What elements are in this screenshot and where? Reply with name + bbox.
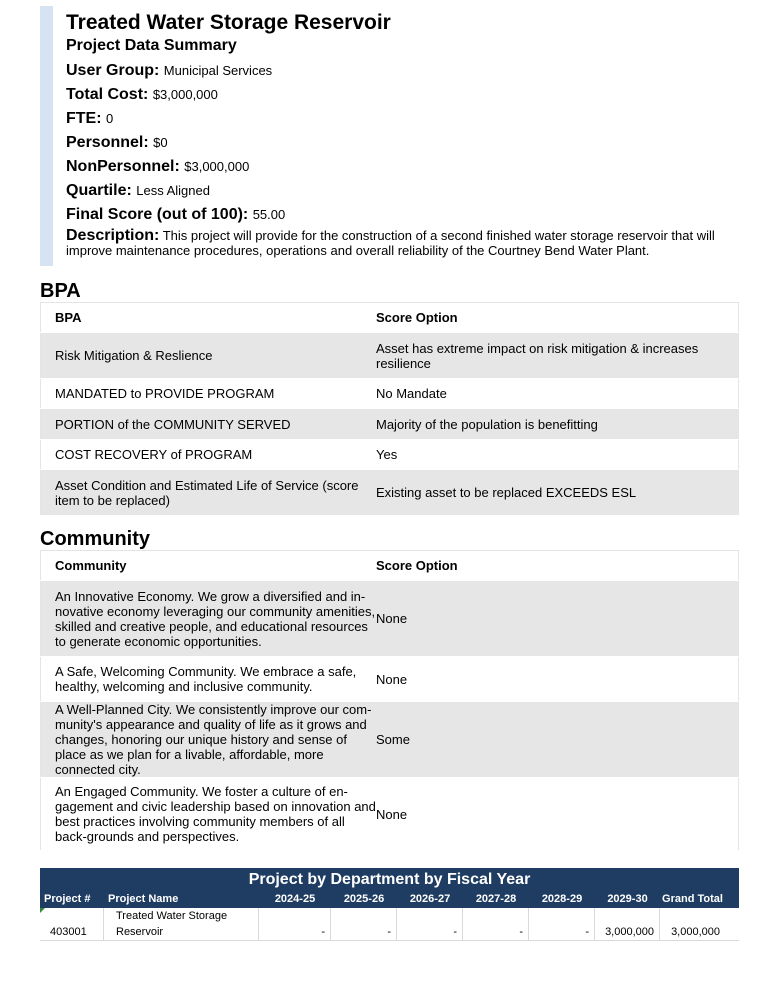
table-row (41, 409, 739, 440)
field-quartile (66, 181, 740, 200)
table-row (40, 908, 739, 941)
bpa-score: Majority of the population is benefitting (376, 409, 739, 440)
field-label: NonPersonnel: (66, 158, 180, 175)
field-value: Less Aligned (136, 183, 210, 198)
bpa-item: Asset Condition and Estimated Life of Service (score item to be replaced) (41, 470, 377, 516)
table-row (41, 440, 739, 470)
field-label: User Group: (66, 62, 160, 79)
field-description (66, 228, 740, 258)
column-header: Score Option (376, 303, 739, 333)
column-header: BPA (41, 303, 377, 333)
fiscal-table-header (40, 868, 739, 908)
field-personnel (66, 133, 740, 152)
description-text: This project will provide for the construction of a second finished water storage reservoir that will improve maintenance procedures, operations and overall reliability of the Courtney Bend Water Plant. (66, 228, 715, 258)
field-label: Quartile: (66, 182, 132, 199)
bpa-table (40, 302, 739, 516)
column-header: Project Name (108, 893, 179, 905)
bpa-score: Asset has extreme impact on risk mitigation & increases resilience (376, 333, 739, 379)
column-header: 2024-25 (274, 893, 316, 905)
table-row (41, 470, 739, 516)
column-header: Score Option (376, 551, 739, 581)
bpa-item: Risk Mitigation & Reslience (41, 333, 377, 379)
community-item: An Innovative Economy. We grow a diversified and in-novative economy leveraging our community amenities, skilled and creative people, and educational resources to generate economic opportunities. (41, 581, 377, 657)
project-name: Treated Water Storage Reservoir (104, 908, 259, 940)
table-row (41, 333, 739, 379)
community-score: None (376, 581, 739, 657)
fy-2027-28: - (463, 908, 529, 940)
column-header: 2025-26 (343, 893, 385, 905)
community-table (40, 550, 739, 851)
community-score: None (376, 671, 408, 687)
column-header: 2029-30 (607, 893, 648, 905)
bpa-score: Existing asset to be replaced EXCEEDS ESL (376, 470, 739, 516)
community-heading: Community (40, 528, 150, 550)
fy-2029-30: 3,000,000 (595, 908, 660, 940)
bpa-score: No Mandate (376, 386, 447, 401)
field-label: Final Score (out of 100): (66, 206, 249, 223)
field-nonpersonnel (66, 157, 740, 176)
page-subtitle: Project Data Summary (66, 37, 237, 54)
cell-comment-marker (40, 908, 45, 913)
fy-2024-25: - (259, 908, 331, 940)
column-header: Project # (44, 893, 91, 905)
fiscal-year-table (40, 868, 739, 941)
field-label: FTE: (66, 110, 102, 127)
column-header: Community (41, 551, 377, 581)
fiscal-table-title: Project by Department by Fiscal Year (248, 871, 531, 888)
project-summary (40, 6, 740, 266)
field-user-group (66, 61, 740, 80)
table-row (41, 657, 739, 702)
field-value: $3,000,000 (152, 87, 218, 102)
bpa-heading: BPA (40, 280, 81, 302)
field-value: Municipal Services (163, 63, 273, 78)
project-number: 403001 (40, 908, 104, 940)
fiscal-column-headers (40, 891, 739, 908)
community-item: An Engaged Community. We foster a culture of en-gagement and civic leadership based on innovation and best practices involving community members of all back-grounds and perspectives. (55, 784, 376, 844)
table-header-row (41, 551, 739, 581)
field-value: $0 (153, 135, 168, 150)
column-header: 2026-27 (409, 893, 451, 905)
column-header: 2027-28 (475, 893, 517, 905)
fy-2025-26: - (331, 908, 397, 940)
community-item: A Safe, Welcoming Community. We embrace a safe, healthy, welcoming and inclusive community. (55, 664, 357, 694)
community-item: A Well-Planned City. We consistently improve our com-munity's appearance and quality of life as it grows and changes, honoring our unique history and sense of place as we plan for a livable, affordable, more connected city. (41, 702, 377, 778)
table-row (41, 379, 739, 409)
table-header-row (41, 303, 739, 333)
column-header: 2028-29 (541, 893, 583, 905)
fy-2028-29: - (529, 908, 595, 940)
field-label: Personnel: (66, 134, 149, 151)
description-label: Description: (66, 227, 160, 244)
bpa-item: PORTION of the COMMUNITY SERVED (41, 409, 377, 440)
bpa-item: COST RECOVERY of PROGRAM (55, 447, 253, 462)
grand-total: 3,000,000 (671, 926, 720, 938)
fy-2026-27: - (397, 908, 463, 940)
community-score: Some (376, 702, 739, 778)
field-value: 55.00 (252, 207, 286, 222)
column-header: Grand Total (662, 893, 723, 905)
table-row (41, 581, 739, 657)
community-score: None (376, 806, 408, 822)
field-final-score (66, 205, 740, 224)
field-total-cost (66, 85, 740, 104)
field-value: 0 (106, 111, 114, 126)
bpa-item: MANDATED to PROVIDE PROGRAM (55, 386, 275, 401)
field-value: $3,000,000 (184, 159, 250, 174)
bpa-score: Yes (376, 447, 398, 462)
field-fte (66, 109, 740, 128)
table-row (41, 778, 739, 851)
table-row (41, 702, 739, 778)
field-label: Total Cost: (66, 86, 149, 103)
page-title: Treated Water Storage Reservoir (66, 11, 391, 34)
